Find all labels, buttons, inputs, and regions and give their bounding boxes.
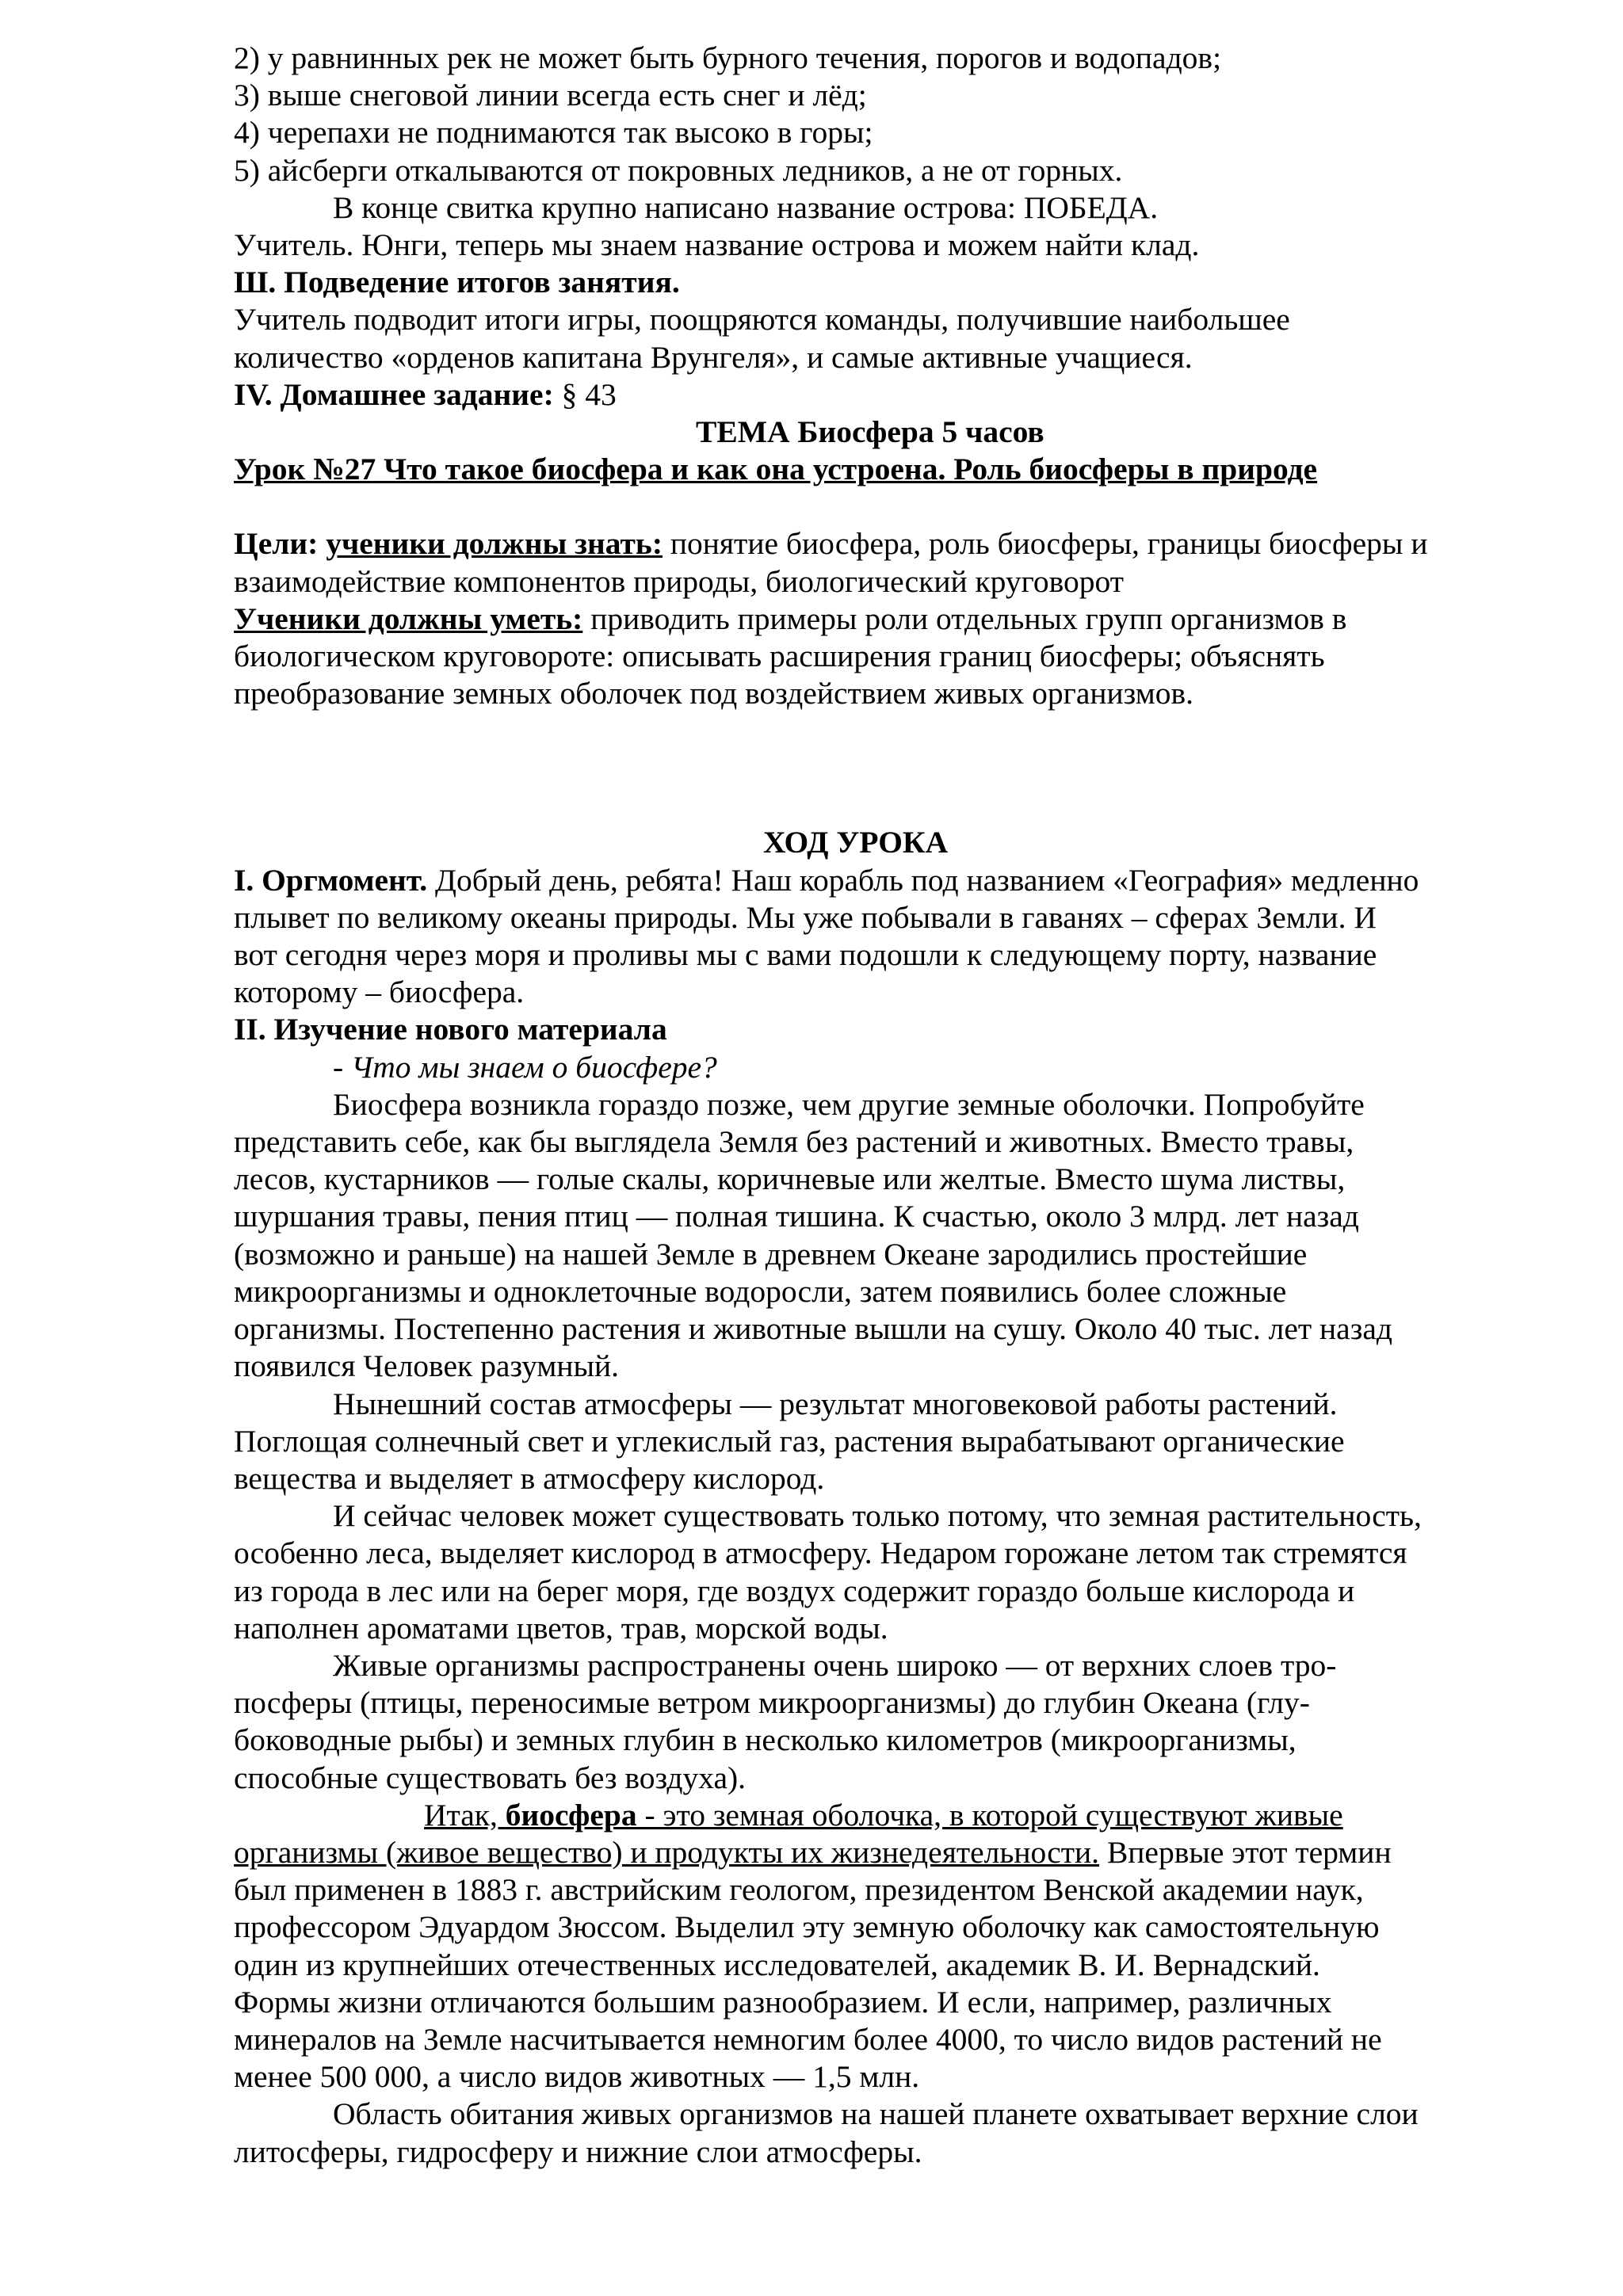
lesson-title: Урок №27 Что такое биосфера и как она устроена. Роль биосферы в природе xyxy=(234,452,1318,487)
paragraph-line: появился Человек разумный. xyxy=(234,1348,620,1384)
orgmoment-line xyxy=(234,862,1502,899)
spacer xyxy=(234,712,1502,824)
paragraph-line: из города в лес или на берег моря, где воздух содержит гораздо больше кислорода и xyxy=(234,1573,1355,1608)
definition-text: - это земная оболочка, в которой существуют живые xyxy=(636,1797,1343,1833)
definition-line xyxy=(234,1797,1502,1834)
goals-label: Цели: xyxy=(234,526,319,562)
summary-heading: Ш. Подведение итогов занятия. xyxy=(234,265,680,300)
paragraph-line: лесов, кустарников — голые скалы, коричневые или желтые. Вместо шума листвы, xyxy=(234,1161,1346,1197)
paragraph-line: один из крупнейших отечественных исследователей, академик В. И. Вернадский. xyxy=(234,1947,1320,1982)
list-item: 2) у равнинных рек не может быть бурного течения, порогов и водопадов; xyxy=(234,40,1222,75)
paragraph-line: шуршания травы, пения птиц — полная тишина. К счастью, около 3 млрд. лет назад xyxy=(234,1199,1359,1234)
list-item: 4) черепахи не поднимаются так высоко в горы; xyxy=(234,115,873,151)
paragraph-line: посферы (птицы, переносимые ветром микроорганизмы) до глубин Океана (глу- xyxy=(234,1685,1310,1721)
paragraph-line: Формы жизни отличаются большим разнообразием. И если, например, различных xyxy=(234,1984,1332,2019)
homework-label: IV. Домашнее задание: xyxy=(234,376,554,412)
paragraph-line: был применен в 1883 г. австрийским геологом, президентом Венской академии наук, xyxy=(234,1872,1364,1908)
paragraph-line: литосферы, гидросферу и нижние слои атмосферы. xyxy=(234,2134,922,2169)
paragraph-line: особенно леса, выделяет кислород в атмосферу. Недаром горожане летом так стремятся xyxy=(234,1535,1407,1571)
list-item: 3) выше снеговой линии всегда есть снег и лёд; xyxy=(234,78,867,113)
definition-after: Впервые этот термин xyxy=(1099,1834,1392,1870)
orgmoment-line: которому – биосфера. xyxy=(234,974,525,1010)
orgmoment-line: вот сегодня через моря и проливы мы с вами подошли к следующему порту, название xyxy=(234,937,1377,973)
homework-value: § 43 xyxy=(553,376,617,412)
paragraph-line: организмы. Постепенно растения и животные вышли на сушу. Около 40 тыс. лет назад xyxy=(234,1311,1392,1347)
able-label: Ученики должны уметь: xyxy=(234,601,583,636)
paragraph-line: способные существовать без воздуха). xyxy=(234,1760,747,1795)
paragraph-line: Живые организмы распространены очень широко — от верхних слоев тро- xyxy=(333,1647,1337,1683)
definition-line xyxy=(234,1834,1502,1871)
orgmoment-line: плывет по великому океаны природы. Мы уже побывали в гаванях – сферах Земли. И xyxy=(234,899,1377,935)
paragraph-line: (возможно и раньше) на нашей Земле в древнем Океане зародились простейшие xyxy=(234,1236,1308,1272)
summary-line: Учитель подводит итоги игры, поощряются команды, получившие наибольшее xyxy=(234,302,1290,338)
question-line: - Что мы знаем о биосфере? xyxy=(333,1049,717,1085)
paragraph-line: профессором Эдуардом Зюссом. Выделил эту земную оболочку как самостоятельную xyxy=(234,1909,1380,1945)
paragraph-line: боководные рыбы) и земных глубин в несколько километров (микроорганизмы, xyxy=(234,1722,1296,1758)
paragraph-line: вещества и выделяет в атмосферу кислород. xyxy=(234,1460,825,1496)
definition-lead: Итак, xyxy=(424,1797,506,1833)
paragraph-line: микроорганизмы и одноклеточные водоросли, затем появились более сложные xyxy=(234,1273,1287,1309)
know-text: понятие биосфера, роль биосферы, границы биосферы и xyxy=(662,526,1428,562)
homework-line xyxy=(234,376,1502,414)
teacher-line: Учитель. Юнги, теперь мы знаем название острова и можем найти клад. xyxy=(234,227,1200,263)
goals-line: биологическом круговороте: описывать расширения границ биосферы; объяснять xyxy=(234,639,1325,674)
paragraph-line: Область обитания живых организмов на нашей планете охватывает верхние слои xyxy=(333,2096,1419,2132)
study-heading: II. Изучение нового материала xyxy=(234,1012,667,1047)
scroll-end-text: В конце свитка крупно написано название острова: ПОБЕДА. xyxy=(333,189,1159,225)
goals-line xyxy=(234,525,1502,563)
topic-title: ТЕМА Биосфера 5 часов xyxy=(696,414,1044,450)
able-text: приводить примеры роли отдельных групп организмов в xyxy=(582,601,1347,636)
paragraph-line: Нынешний состав атмосферы — результат многовековой работы растений. xyxy=(333,1386,1338,1421)
goals-line: преобразование земных оболочек под воздействием живых организмов. xyxy=(234,676,1193,711)
list-item: 5) айсберги откалываются от покровных ледников, а не от горных. xyxy=(234,152,1123,188)
orgmoment-text: Добрый день, ребята! Наш корабль под названием «География» медленно xyxy=(427,862,1419,898)
paragraph-line: менее 500 000, а число видов животных — 1,5 млн. xyxy=(234,2059,920,2095)
lesson-progress-title: ХОД УРОКА xyxy=(763,825,949,860)
definition-text: организмы (живое вещество) и продукты их жизнедеятельности. xyxy=(234,1834,1100,1870)
lesson-title-line xyxy=(234,451,1502,488)
know-label: ученики должны знать: xyxy=(326,526,663,562)
spacer xyxy=(234,488,1502,525)
document-page xyxy=(234,40,1502,2171)
paragraph-line: минералов на Земле насчитывается немногим более 4000, то число видов растений не xyxy=(234,2021,1382,2057)
paragraph-line: наполнен ароматами цветов, трав, морской воды. xyxy=(234,1610,888,1646)
definition-term: биосфера xyxy=(505,1797,637,1833)
goals-line xyxy=(234,601,1502,638)
paragraph-line: Биосфера возникла гораздо позже, чем другие земные оболочки. Попробуйте xyxy=(333,1086,1365,1122)
paragraph-line: представить себе, как бы выглядела Земля без растений и животных. Вместо травы, xyxy=(234,1124,1354,1160)
goals-line: взаимодействие компонентов природы, биологический круговорот xyxy=(234,563,1124,599)
summary-line: количество «орденов капитана Врунгеля», и самые активные учащиеся. xyxy=(234,339,1193,375)
paragraph-line: Поглощая солнечный свет и углекислый газ, растения вырабатывают органические xyxy=(234,1423,1345,1459)
orgmoment-label: I. Оргмомент. xyxy=(234,862,428,898)
paragraph-line: И сейчас человек может существовать только потому, что земная растительность, xyxy=(333,1498,1422,1534)
